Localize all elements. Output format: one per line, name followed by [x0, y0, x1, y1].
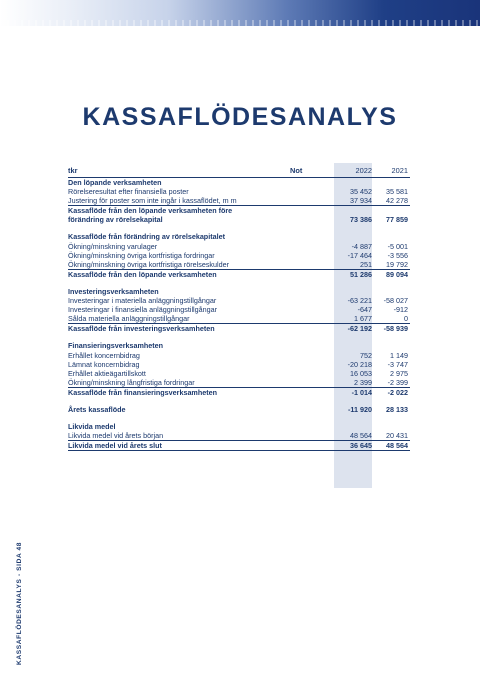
value-2022: 36 645 — [338, 441, 374, 451]
row-note — [290, 296, 338, 305]
value-2022 — [338, 206, 374, 216]
value-2021 — [374, 224, 410, 232]
value-2021: -5 001 — [387, 241, 408, 251]
spacer-row — [68, 397, 410, 405]
table-row — [68, 422, 410, 431]
table-row — [68, 196, 410, 206]
page-title: KASSAFLÖDESANALYS — [82, 103, 398, 131]
row-note — [290, 242, 338, 251]
value-2022 — [338, 232, 374, 241]
row-label: Finansieringsverksamheten — [68, 341, 164, 351]
value-2021: 42 278 — [386, 196, 408, 206]
row-note — [290, 232, 338, 241]
value-2021: 35 581 — [386, 187, 408, 197]
spacer-row — [68, 414, 410, 422]
row-label — [68, 224, 290, 232]
table-row — [68, 260, 410, 270]
row-note — [290, 260, 338, 270]
row-note — [290, 187, 338, 196]
row-note — [290, 215, 338, 224]
header-note: Not — [290, 165, 338, 178]
spacer-row — [68, 279, 410, 287]
value-2022: 73 386 — [350, 215, 372, 225]
value-2022 — [338, 287, 374, 296]
value-2021: 48 564 — [374, 441, 410, 451]
row-label: Kassaflöde från finansieringsverksamheten — [68, 387, 290, 397]
row-label: Sålda materiella anläggningstillgångar — [68, 314, 190, 324]
table-row — [68, 242, 410, 251]
row-note — [290, 369, 338, 378]
table-row — [68, 431, 410, 441]
row-note — [290, 397, 338, 405]
row-label: Ökning/minskning varulager — [68, 241, 158, 251]
value-2022: 35 452 — [350, 187, 372, 197]
value-2021: 77 859 — [386, 215, 408, 225]
value-2021 — [374, 414, 410, 422]
table-row — [68, 360, 410, 369]
row-note — [290, 351, 338, 360]
table-row — [68, 206, 410, 216]
row-label: Den löpande verksamheten — [68, 178, 162, 187]
row-label — [68, 397, 290, 405]
row-label: Erhållet aktieägartillskott — [68, 368, 146, 378]
value-2022 — [338, 397, 374, 405]
table-row — [68, 251, 410, 260]
row-label: Årets kassaflöde — [68, 404, 126, 414]
value-2022: -1 014 — [338, 387, 374, 397]
table-row — [68, 387, 410, 397]
table-row — [68, 269, 410, 279]
value-2022 — [338, 224, 374, 232]
row-note — [290, 196, 338, 206]
header-unit: tkr — [68, 165, 290, 178]
value-2021 — [374, 232, 410, 241]
table-row — [68, 296, 410, 305]
top-decorative-band — [0, 0, 480, 26]
row-label: Kassaflöde från investeringsverksamheten — [68, 324, 290, 334]
value-2022: -62 192 — [338, 324, 374, 334]
value-2021 — [374, 397, 410, 405]
value-2021: -2 399 — [387, 377, 408, 387]
value-2022 — [338, 333, 374, 341]
row-note — [290, 387, 338, 397]
row-label: Investeringsverksamheten — [68, 286, 159, 296]
value-2021 — [374, 287, 410, 296]
value-2022: 37 934 — [350, 196, 372, 206]
row-note — [290, 431, 338, 441]
row-note — [290, 441, 338, 451]
row-label: Investeringar i materiella anläggningstillgångar — [68, 296, 217, 306]
row-note — [290, 251, 338, 260]
value-2022: 2 399 — [354, 377, 372, 387]
row-note — [290, 287, 338, 296]
value-2021 — [374, 422, 410, 431]
value-2022: 48 564 — [350, 431, 372, 441]
table-row — [68, 314, 410, 324]
value-2021 — [374, 178, 410, 188]
value-2021: 1 149 — [390, 350, 408, 360]
value-2022: -11 920 — [348, 404, 372, 414]
value-2021: 28 133 — [386, 404, 408, 414]
value-2022: 16 053 — [350, 368, 372, 378]
row-note — [290, 333, 338, 341]
value-2022 — [338, 414, 374, 422]
cash-flow-table — [68, 165, 410, 451]
value-2022: -17 464 — [347, 250, 372, 260]
row-note — [290, 378, 338, 388]
table-row — [68, 324, 410, 334]
value-2021: 0 — [404, 314, 408, 324]
value-2022 — [338, 178, 374, 188]
value-2022: -63 221 — [347, 296, 372, 306]
value-2021: -58 027 — [383, 296, 408, 306]
table-row — [68, 378, 410, 388]
side-page-label: KASSAFLÖDESANALYS - SIDA 48 — [16, 541, 23, 665]
row-note — [290, 279, 338, 287]
table-row — [68, 369, 410, 378]
table-row — [68, 305, 410, 314]
row-label: Kassaflöde från förändring av rörelsekapitalet — [68, 232, 225, 242]
table-row — [68, 351, 410, 360]
value-2022 — [338, 341, 374, 350]
value-2022 — [338, 422, 374, 431]
row-label: Rörelseresultat efter finansiella poster — [68, 187, 189, 197]
row-label: förändring av rörelsekapital — [68, 215, 163, 225]
header-year-2022: 2022 — [338, 165, 374, 178]
table-header-row — [68, 165, 410, 178]
value-2022: -647 — [357, 305, 372, 315]
value-2022 — [338, 279, 374, 287]
row-label: Ökning/minskning övriga kortfristiga rörelseskulder — [68, 259, 229, 269]
table-row — [68, 287, 410, 296]
row-label: Kassaflöde från den löpande verksamheten före — [68, 206, 290, 216]
table-row — [68, 441, 410, 451]
value-2022: 752 — [360, 350, 372, 360]
value-2022: 251 — [360, 259, 372, 269]
value-2021: 2 975 — [390, 368, 408, 378]
row-label: Lämnat koncernbidrag — [68, 359, 140, 369]
row-label: Likvida medel — [68, 422, 116, 432]
value-2021: 20 431 — [386, 431, 408, 441]
value-2021: -3 556 — [387, 250, 408, 260]
value-2021: -912 — [393, 305, 408, 315]
row-label: Erhållet koncernbidrag — [68, 350, 140, 360]
row-label — [68, 333, 290, 341]
row-note — [290, 360, 338, 369]
row-note — [290, 405, 338, 414]
header-year-2021: 2021 — [374, 165, 410, 178]
value-2021 — [374, 279, 410, 287]
value-2022: -4 887 — [351, 241, 372, 251]
row-note — [290, 206, 338, 216]
row-note — [290, 178, 338, 188]
spacer-row — [68, 224, 410, 232]
value-2022: 1 677 — [354, 314, 372, 324]
row-note — [290, 422, 338, 431]
value-2022: -20 218 — [347, 359, 372, 369]
value-2021: 19 792 — [386, 259, 408, 269]
table-row — [68, 178, 410, 188]
row-note — [290, 324, 338, 334]
value-2021 — [374, 333, 410, 341]
row-label: Investeringar i finansiella anläggningstillgångar — [68, 305, 218, 315]
value-2022: 51 286 — [338, 269, 374, 279]
row-note — [290, 414, 338, 422]
row-label: Ökning/minskning långfristiga fordringar — [68, 377, 195, 387]
spacer-row — [68, 333, 410, 341]
row-label: Likvida medel vid årets slut — [68, 441, 290, 451]
value-2021 — [374, 206, 410, 216]
row-label: Kassaflöde från den löpande verksamheten — [68, 269, 290, 279]
row-label: Justering för poster som inte ingår i kassaflödet, m m — [68, 196, 237, 206]
table-row — [68, 187, 410, 196]
value-2021: -3 747 — [387, 359, 408, 369]
row-label: Likvida medel vid årets början — [68, 431, 164, 441]
value-2021 — [374, 341, 410, 350]
row-label: Ökning/minskning övriga kortfristiga fordringar — [68, 250, 215, 260]
table-row — [68, 215, 410, 224]
row-note — [290, 305, 338, 314]
row-note — [290, 224, 338, 232]
row-label — [68, 279, 290, 287]
value-2021: -2 022 — [374, 387, 410, 397]
row-note — [290, 341, 338, 350]
value-2021: 89 094 — [374, 269, 410, 279]
table-row — [68, 405, 410, 414]
table-row — [68, 232, 410, 241]
table-row — [68, 341, 410, 350]
row-label — [68, 414, 290, 422]
value-2021: -58 939 — [374, 324, 410, 334]
row-note — [290, 314, 338, 324]
row-note — [290, 269, 338, 279]
